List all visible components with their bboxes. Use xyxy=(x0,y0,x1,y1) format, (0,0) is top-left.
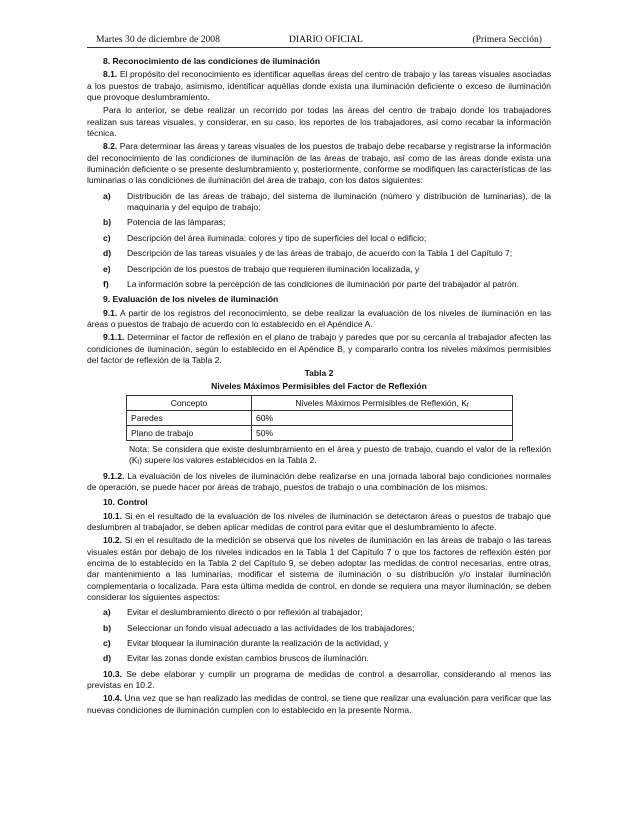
paragraph-text: Se debe elaborar y cumplir un programa de medidas de control a desarrollar, considerando al menos las previstas en 10.2. xyxy=(87,668,551,691)
section-10-heading: 10. Control xyxy=(103,497,148,508)
paragraph-10-4 xyxy=(87,693,551,716)
paragraph-9-1 xyxy=(87,308,551,331)
header-section: (Primera Sección) xyxy=(472,34,542,45)
list-item-text: La información sobre la percepción de las condiciones de iluminación por parte del trabajador al patrón. xyxy=(127,278,519,289)
list-item xyxy=(87,248,551,259)
table-row xyxy=(127,425,513,440)
header-text: Niveles Máximos Permisibles de Reflexión, K xyxy=(295,397,467,408)
list-item xyxy=(87,638,551,649)
clause-number: 10.1. xyxy=(103,510,123,521)
paragraph-8-2 xyxy=(87,141,551,186)
paragraph-text: A partir de los registros del reconocimiento, se debe realizar la evaluación de los niveles de iluminación en las áreas o puestos de trabajo de acuerdo con lo establecido en el Apéndice A. xyxy=(87,307,551,329)
note-text: ) supere los valores establecidos en la Tabla 2. xyxy=(139,455,317,466)
list-item-text: Descripción de los puestos de trabajo que requieren iluminación localizada, y xyxy=(127,263,420,274)
list-item-text: Distribución de las áreas de trabajo, del sistema de iluminación (número y distribución de luminarias), de la maquinaria y del equipo de trabajo; xyxy=(127,190,551,213)
paragraph-9-1-2 xyxy=(87,471,551,494)
list-item-text: Seleccionar un fondo visual adecuado a las actividades de los trabajadores; xyxy=(127,622,415,633)
clause-number: 8.2. xyxy=(103,141,118,152)
list-item xyxy=(87,279,551,290)
list-8-2 xyxy=(87,191,551,290)
list-item-text: Evitar el deslumbramiento directo o por reflexión al trabajador; xyxy=(127,607,363,618)
table-cell: 60% xyxy=(252,410,513,425)
list-item xyxy=(87,653,551,664)
header-date: Martes 30 de diciembre de 2008 xyxy=(96,34,220,45)
paragraph-text: Si en el resultado de la evaluación de los niveles de iluminación se detectaron áreas o puestos de trabajo que deslumbren al trabajador, se deben aplicar medidas de control para evitar que el deslumbramiento lo afecte. xyxy=(87,510,551,532)
paragraph-10-2 xyxy=(87,535,551,603)
clause-number: 10.4. xyxy=(103,693,123,704)
clause-number: 9.1.2. xyxy=(103,470,125,481)
list-marker: d) xyxy=(103,653,112,664)
paragraph-text: La evaluación de los niveles de iluminación debe realizarse en una jornada laboral bajo condiciones normales de operación, se puede hacer por áreas de trabajo, puestos de trabajo o una combinación de los mismos. xyxy=(87,470,551,492)
list-item-text: Potencia de las lámparas; xyxy=(127,217,226,228)
table-cell: 50% xyxy=(252,425,513,440)
clause-number: 10.3. xyxy=(103,668,123,679)
list-item-text: Evitar bloquear la iluminación durante la realización de la actividad, y xyxy=(127,638,389,649)
paragraph-text: Determinar el factor de reflexión en el plano de trabajo y paredes que por su cercanía al trabajador afecten las condiciones de iluminación, según lo establecido en el Apéndice B, y compararlo contra los niveles máximos permisibles del factor de reflexión de la Tabla 2. xyxy=(87,332,551,365)
paragraph-10-3 xyxy=(87,669,551,692)
clause-number: 10.2. xyxy=(103,535,123,546)
list-marker: c) xyxy=(103,638,111,649)
section-8-heading: 8. Reconocimiento de las condiciones de iluminación xyxy=(103,56,321,66)
table-header-cell: Concepto xyxy=(127,395,252,410)
table-header-row xyxy=(127,395,513,410)
paragraph-text: El propósito del reconocimiento es identificar aquellas áreas del centro de trabajo y las tareas visuales asociadas a los puestos de trabajo, asimismo, identificar aquéllas donde exista una iluminación deficiente o exceso de iluminación que provoque deslumbramiento. xyxy=(87,69,551,103)
table-cell: Paredes xyxy=(127,410,252,425)
list-marker: f) xyxy=(103,278,109,289)
table-row xyxy=(127,410,513,425)
table-note xyxy=(87,444,551,467)
list-item xyxy=(87,264,551,275)
clause-number: 8.1. xyxy=(103,69,118,80)
clause-number: 9.1. xyxy=(103,307,118,318)
list-marker: c) xyxy=(103,232,111,243)
table-label: Tabla 2 xyxy=(304,368,334,379)
list-item-text: Evitar las zonas donde existan cambios bruscos de iluminación. xyxy=(127,653,369,664)
table-cell: Plano de trabajo xyxy=(127,425,252,440)
page-header xyxy=(96,34,542,46)
list-item-text: Descripción del área iluminada: colores y tipo de superficies del local o edificio; xyxy=(127,232,427,243)
list-marker: b) xyxy=(103,622,112,633)
document-body xyxy=(87,52,551,718)
paragraph-10-1 xyxy=(87,511,551,534)
header-divider xyxy=(87,47,551,48)
table-title: Niveles Máximos Permisibles del Factor de Reflexión xyxy=(211,380,427,391)
list-marker: a) xyxy=(103,607,111,618)
section-9-heading: 9. Evaluación de los niveles de iluminación xyxy=(103,294,279,305)
paragraph-9-1-1 xyxy=(87,332,551,366)
list-marker: a) xyxy=(103,190,111,201)
subscript: f xyxy=(137,460,140,467)
header-publication: DIARIO OFICIAL xyxy=(289,34,363,45)
list-marker: d) xyxy=(103,248,112,259)
list-marker: b) xyxy=(103,217,112,228)
table-header-cell xyxy=(252,395,513,410)
paragraph-text: Si en el resultado de la medición se observa que los niveles de iluminación en las áreas de trabajo o las tareas visuales están por debajo de los niveles indicados en la Tabla 1 del Capítulo 7 o que los factores de reflexión estén por encima de lo establecido en la Tabla 2 del Capítulo 9, se deben adoptar las medidas de control necesarias, entre otras, dar mantenimiento a las luminarias, modificar el sistema de iluminación o su distribución y/o instalar iluminación complementaria o localizada. Para esta última medida de control, en donde se requiera una mayor iluminación, se deben considerar los siguientes aspectos: xyxy=(87,535,551,603)
list-item xyxy=(87,233,551,244)
subscript: f xyxy=(466,402,469,409)
list-item xyxy=(87,623,551,634)
list-item-text: Descripción de las tareas visuales y de las áreas de trabajo, de acuerdo con la Tabla 1 del Capítulo 7; xyxy=(127,248,513,259)
paragraph-text: Una vez que se han realizado las medidas de control, se tiene que realizar una evaluación para verificar que las nuevas condiciones de iluminación cumplen con lo establecido en la presente Norma. xyxy=(87,693,551,715)
list-item xyxy=(87,217,551,228)
reflection-table xyxy=(126,395,513,441)
note-text: Nota: Se considera que existe deslumbramiento en el área y puesto de trabajo, cuando el valor de la reflexión (K xyxy=(129,443,551,466)
clause-number: 9.1.1. xyxy=(103,332,125,343)
paragraph-8-1 xyxy=(87,69,551,103)
list-marker: e) xyxy=(103,263,111,274)
list-item xyxy=(87,607,551,618)
paragraph-text: Para determinar las áreas y tareas visuales de los puestos de trabajo debe recabarse y registrarse la información del reconocimiento de las condiciones de iluminación de las áreas de trabajo, así como de las áreas donde exista una iluminación deficiente o se presente deslumbramiento y, posteriormente, conforme se modifiquen las características de las luminarias o las condiciones de iluminación del área de trabajo, con los datos siguientes: xyxy=(87,141,551,186)
paragraph-8-1-continued: Para lo anterior, se debe realizar un recorrido por todas las áreas del centro de trabajo donde los trabajadores realizan sus tareas visuales, y considerar, en su caso, los reportes de los trabajadores, así como recabar la información técnica. xyxy=(87,105,551,139)
list-item xyxy=(87,191,551,214)
list-10-2 xyxy=(87,607,551,664)
